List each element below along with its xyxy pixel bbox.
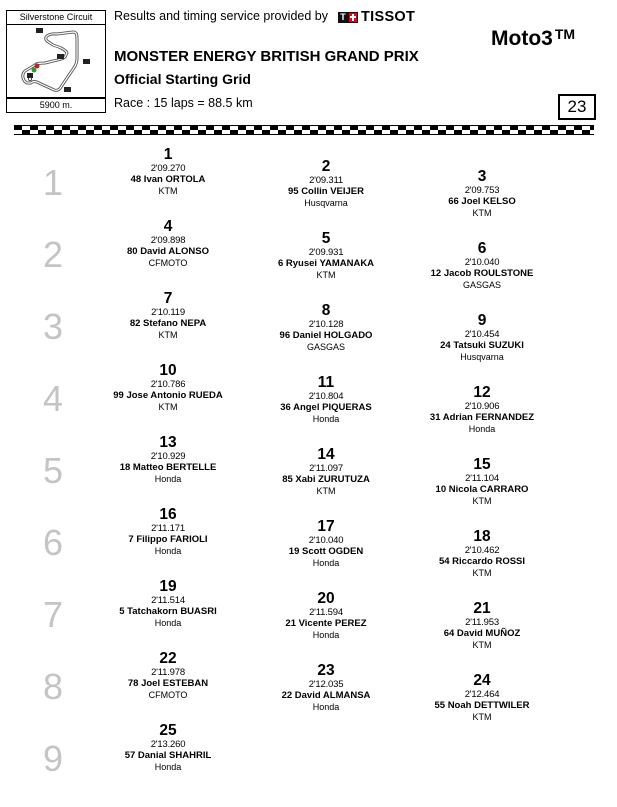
grid-position: 16 [159, 506, 177, 523]
qualifying-time: 2'10.040 [308, 535, 344, 546]
rider-name: 24 Tatsuki SUZUKI [440, 340, 524, 351]
team-name: KTM [472, 640, 492, 650]
race-info: Race : 15 laps = 88.5 km [114, 96, 253, 110]
grid-slot [246, 375, 406, 425]
team-name: KTM [472, 568, 492, 578]
grid-slot [246, 231, 406, 281]
team-name: Honda [154, 618, 182, 628]
grid-row-number: 6 [42, 522, 64, 563]
grid-row-number: 8 [42, 666, 64, 707]
team-name: KTM [158, 186, 178, 196]
rider-name: 64 David MUÑOZ [443, 628, 521, 639]
qualifying-time: 2'12.035 [308, 679, 344, 690]
qualifying-time: 2'10.929 [150, 451, 186, 462]
grid-position: 3 [477, 168, 487, 185]
qualifying-time: 2'11.171 [151, 523, 185, 534]
document-title: Official Starting Grid [114, 71, 251, 87]
grid-slot [88, 723, 248, 773]
rider-name: 48 Ivan ORTOLA [130, 174, 206, 185]
grid-position: 20 [317, 590, 335, 607]
grid-slot [88, 507, 248, 557]
grid-slot [402, 673, 562, 723]
grid-slot [88, 579, 248, 629]
qualifying-time: 2'10.454 [464, 329, 500, 340]
rider-name: 57 Danial SHAHRIL [124, 750, 212, 761]
qualifying-time: 2'10.786 [150, 379, 186, 390]
rider-name: 22 David ALMANSA [281, 690, 371, 701]
grid-slot [246, 591, 406, 641]
grid-row-number: 9 [42, 738, 64, 779]
event-title: MONSTER ENERGY BRITISH GRAND PRIX [114, 48, 419, 65]
qualifying-time: 2'11.104 [465, 473, 499, 484]
grid-position: 17 [317, 518, 335, 535]
grid-position: 6 [477, 240, 487, 257]
grid-slot [88, 363, 248, 413]
grid-slot [246, 663, 406, 713]
grid-position: 9 [477, 312, 487, 329]
rider-name: 36 Angel PIQUERAS [280, 402, 372, 413]
rider-name: 85 Xabi ZURUTUZA [282, 474, 370, 485]
class-title: Moto3 ™ [491, 26, 576, 50]
page-number: 23 [558, 94, 596, 120]
team-name: GASGAS [306, 342, 345, 352]
grid-slot [88, 435, 248, 485]
circuit-length: 5900 m. [6, 98, 106, 113]
rider-name: 10 Nicola CARRARO [435, 484, 529, 495]
team-name: Honda [154, 474, 182, 484]
tissot-logo [338, 9, 415, 25]
team-name: CFMOTO [148, 690, 188, 700]
grid-row-number: 4 [42, 378, 64, 419]
rider-name: 19 Scott OGDEN [288, 546, 364, 557]
grid-position: 21 [473, 600, 491, 617]
grid-slot [402, 457, 562, 507]
track-map [6, 24, 106, 98]
rider-name: 66 Joel KELSO [448, 196, 516, 207]
grid-row-number: 7 [42, 594, 64, 635]
qualifying-time: 2'10.906 [464, 401, 500, 412]
qualifying-time: 2'11.953 [465, 617, 499, 628]
grid-position: 8 [321, 302, 331, 319]
qualifying-time: 2'09.898 [150, 235, 186, 246]
qualifying-time: 2'10.040 [464, 257, 500, 268]
grid-slot [246, 159, 406, 209]
rider-name: 96 Daniel HOLGADO [279, 330, 373, 341]
grid-position: 14 [317, 446, 335, 463]
team-name: KTM [472, 208, 492, 218]
qualifying-time: 2'09.931 [308, 247, 344, 258]
qualifying-time: 2'12.464 [464, 689, 500, 700]
grid-position: 7 [163, 290, 173, 307]
rider-name: 18 Matteo BERTELLE [119, 462, 217, 473]
grid-slot [402, 313, 562, 363]
team-name: KTM [316, 270, 336, 280]
grid-slot [88, 651, 248, 701]
team-name: Honda [312, 414, 340, 424]
rider-name: 82 Stefano NEPA [129, 318, 207, 329]
checkered-divider [14, 125, 594, 135]
grid-slot [402, 169, 562, 219]
grid-position: 13 [159, 434, 177, 451]
team-name: Husqvarna [304, 198, 348, 208]
grid-slot [402, 601, 562, 651]
grid-position: 23 [317, 662, 335, 679]
grid-slot [246, 303, 406, 353]
grid-position: 2 [321, 158, 331, 175]
grid-row-number: 3 [42, 306, 64, 347]
grid-slot [402, 241, 562, 291]
grid-slot [88, 219, 248, 269]
grid-position: 12 [473, 384, 491, 401]
qualifying-time: 2'11.594 [309, 607, 343, 618]
qualifying-time: 2'13.260 [150, 739, 186, 750]
team-name: GASGAS [462, 280, 501, 290]
grid-position: 19 [159, 578, 177, 595]
team-name: KTM [158, 330, 178, 340]
rider-name: 6 Ryusei YAMANAKA [277, 258, 375, 269]
team-name: Honda [154, 762, 182, 772]
grid-position: 18 [473, 528, 491, 545]
rider-name: 31 Adrian FERNANDEZ [429, 412, 535, 423]
rider-name: 95 Collin VEIJER [287, 186, 365, 197]
grid-row-number: 5 [42, 450, 64, 491]
tissot-brand-name: TISSOT [361, 9, 416, 25]
rider-name: 54 Riccardo ROSSI [438, 556, 526, 567]
qualifying-time: 2'10.462 [464, 545, 500, 556]
grid-position: 25 [159, 722, 177, 739]
team-name: Honda [154, 546, 182, 556]
team-name: Honda [312, 630, 340, 640]
team-name: KTM [158, 402, 178, 412]
trademark-symbol: TM [554, 26, 576, 42]
grid-position: 5 [321, 230, 331, 247]
grid-position: 15 [473, 456, 491, 473]
tissot-swiss-cross-icon: T [338, 12, 358, 23]
rider-name: 55 Noah DETTWILER [434, 700, 530, 711]
rider-name: 99 Jose Antonio RUEDA [113, 390, 223, 401]
team-name: Honda [312, 702, 340, 712]
rider-name: 21 Vicente PEREZ [285, 618, 367, 629]
grid-slot [402, 385, 562, 435]
rider-name: 7 Filippo FARIOLI [128, 534, 208, 545]
qualifying-time: 2'11.978 [151, 667, 185, 678]
qualifying-time: 2'09.311 [309, 175, 343, 186]
grid-position: 22 [159, 650, 177, 667]
timing-provider-text: Results and timing service provided by [114, 9, 328, 23]
grid-position: 1 [163, 146, 173, 163]
rider-name: 12 Jacob ROULSTONE [430, 268, 534, 279]
team-name: KTM [472, 712, 492, 722]
grid-position: 10 [159, 362, 177, 379]
qualifying-time: 2'10.119 [151, 307, 185, 318]
rider-name: 78 Joel ESTEBAN [127, 678, 209, 689]
rider-name: 5 Tatchakorn BUASRI [119, 606, 217, 617]
team-name: Husqvarna [460, 352, 504, 362]
team-name: Honda [312, 558, 340, 568]
grid-position: 11 [317, 374, 335, 391]
track-map-icon [7, 25, 105, 97]
grid-position: 24 [473, 672, 491, 689]
qualifying-time: 2'09.753 [464, 185, 500, 196]
grid-row-number: 1 [42, 162, 64, 203]
grid-slot [246, 447, 406, 497]
circuit-name: Silverstone Circuit [6, 10, 106, 25]
qualifying-time: 2'11.514 [151, 595, 185, 606]
team-name: Honda [468, 424, 496, 434]
grid-slot [88, 291, 248, 341]
qualifying-time: 2'10.804 [308, 391, 344, 402]
qualifying-time: 2'10.128 [308, 319, 344, 330]
grid-slot [246, 519, 406, 569]
team-name: KTM [472, 496, 492, 506]
grid-slot [88, 147, 248, 197]
rider-name: 80 David ALONSO [126, 246, 209, 257]
qualifying-time: 2'11.097 [309, 463, 343, 474]
grid-position: 4 [163, 218, 173, 235]
grid-slot [402, 529, 562, 579]
team-name: KTM [316, 486, 336, 496]
team-name: CFMOTO [148, 258, 188, 268]
grid-row-number: 2 [42, 234, 64, 275]
qualifying-time: 2'09.270 [150, 163, 186, 174]
